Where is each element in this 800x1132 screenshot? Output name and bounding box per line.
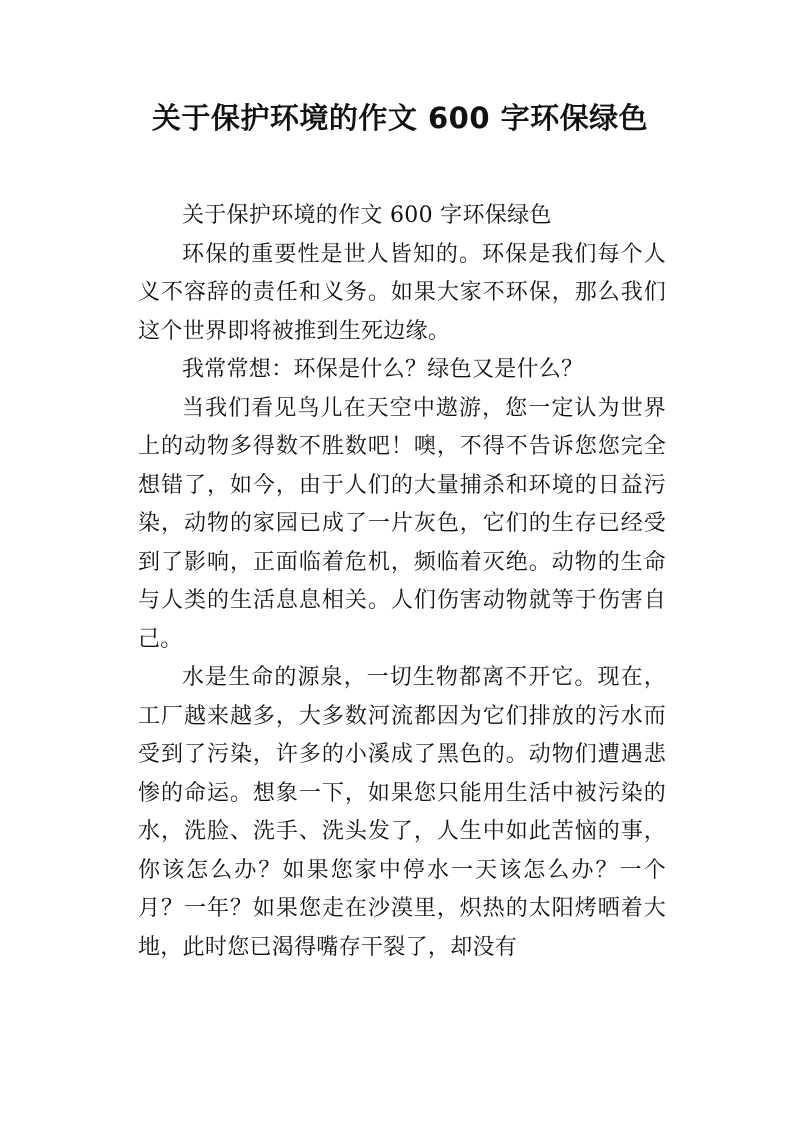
paragraph-animals: 当我们看见鸟儿在天空中遨游，您一定认为世界上的动物多得数不胜数吧！噢，不得不告诉您您完全想错了，如今，由于人们的大量捕杀和环境的日益污染，动物的家园已成了一片灰色，它们的生存已经受到了影响，正面临着危机，频临着灭绝。动物的生命与人类的生活息息相关。人们伤害动物就等于伤害自己。 [138, 395, 666, 652]
document-body [138, 197, 666, 967]
paragraph-importance: 环保的重要性是世人皆知的。环保是我们每个人义不容辞的责任和义务。如果大家不环保，那么我们这个世界即将被推到生死边缘。 [138, 241, 666, 344]
paragraph-water: 水是生命的源泉，一切生物都离不开它。现在，工厂越来越多，大多数河流都因为它们排放的污水而受到了污染，许多的小溪成了黑色的。动物们遭遇悲惨的命运。想象一下，如果您只能用生活中被污染的水，洗脸、洗手、洗头发了，人生中如此苦恼的事，你该怎么办？如果您家中停水一天该怎么办？一个月？一年？如果您走在沙漠里，炽热的太阳烤晒着大地，此时您已渴得嘴存干裂了，却没有 [138, 665, 666, 960]
paragraph-question: 我常常想：环保是什么？绿色又是什么？ [182, 357, 584, 382]
paragraph-subtitle: 关于保护环境的作文 600 字环保绿色 [182, 203, 552, 228]
document-title: 关于保护环境的作文 600 字环保绿色 [151, 101, 649, 135]
